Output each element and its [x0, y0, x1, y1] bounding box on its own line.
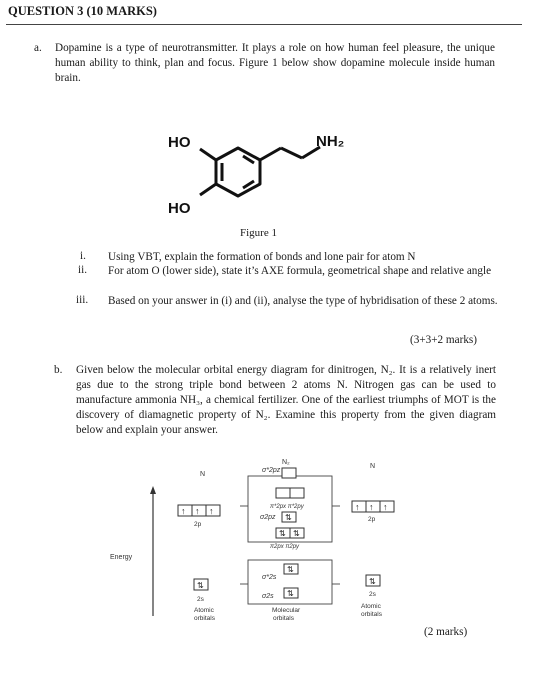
left-2p-label: 2p	[194, 521, 202, 528]
left-2px-electron: ↑	[181, 506, 186, 516]
sigma-2s-electrons: ⇅	[287, 589, 294, 598]
right-2pz-electron: ↑	[383, 502, 388, 512]
sigma-2s-label: σ2s	[262, 593, 274, 600]
left-2py-electron: ↑	[195, 506, 200, 516]
right-2py-electron: ↑	[369, 502, 374, 512]
nh2-label: NH₂	[316, 133, 345, 150]
right-caption-line2: orbitals	[361, 611, 382, 618]
sigma-star-2pz-label: σ*2pz	[262, 467, 281, 474]
item-i-text: Using VBT, explain the formation of bonds and lone pair for atom N	[108, 251, 416, 263]
energy-axis-label: Energy	[110, 554, 133, 561]
item-ii-text: For atom O (lower side), state it’s AXE formula, geometrical shape and relative angle	[108, 265, 492, 277]
pi-2px-electrons: ⇅	[279, 529, 286, 538]
part-b-text: Given below the molecular orbital energy diagram for dinitrogen, N₂. It is a relatively inert gas due to the strong triple bond between 2 atoms N. Nitrogen gas can be used to manufacture ammonia NH₃, a chemical fertilizer. One of the earliest triumphs of MOT is the discovery of diamagnetic property of N₂. Examine this property from the given diagram below and explain your answer.	[76, 364, 496, 436]
item-iii-text: Based on your answer in (i) and (ii), analyse the type of hybridisation of these 2 atoms.	[108, 295, 498, 307]
part-b-label: b.	[54, 364, 63, 376]
dopamine-structure	[150, 120, 390, 230]
part-a-marks: (3+3+2 marks)	[410, 334, 477, 346]
center-caption-line2: orbitals	[273, 615, 294, 622]
item-i-number: i.	[80, 250, 86, 262]
left-2pz-electron: ↑	[209, 506, 214, 516]
sigma-star-2pz-orbital	[282, 468, 296, 478]
right-caption-line1: Atomic	[361, 603, 381, 610]
left-caption-line2: orbitals	[194, 615, 215, 622]
part-a-text: Dopamine is a type of neurotransmitter. It plays a role on how human feel pleasure, the unique human ability to think, plan and focus. Figure 1 below show dopamine molecule inside human brain.	[55, 42, 495, 84]
sigma-2pz-label: σ2pz	[260, 514, 276, 521]
part-b-marks: (2 marks)	[424, 626, 468, 638]
ho-bottom-label: HO	[168, 200, 191, 217]
figure-caption: Figure 1	[240, 227, 277, 239]
left-2s-label: 2s	[197, 596, 204, 603]
sigma-star-2s-label: σ*2s	[262, 574, 277, 581]
item-ii-number: ii.	[78, 264, 88, 276]
left-atom-label: N	[200, 471, 206, 478]
center-caption-line1: Molecular	[272, 607, 301, 614]
question-title: QUESTION 3 (10 MARKS)	[8, 4, 157, 18]
sigma-star-2s-electrons: ⇅	[287, 565, 294, 574]
pi-2p-label: π2px π2py	[270, 544, 300, 550]
mo-energy-diagram	[110, 448, 440, 633]
right-atom-label: N	[370, 463, 376, 470]
left-2s-electrons: ⇅	[197, 581, 204, 590]
right-2s-electrons: ⇅	[369, 577, 376, 586]
left-caption-line1: Atomic	[194, 607, 214, 614]
part-a-label: a.	[34, 42, 42, 54]
item-iii-number: iii.	[76, 294, 89, 306]
pi-2py-electrons: ⇅	[293, 529, 300, 538]
right-2px-electron: ↑	[355, 502, 360, 512]
title-divider	[6, 24, 522, 25]
right-2p-label: 2p	[368, 516, 376, 523]
pi-star-2p-label: π*2px π*2py	[270, 504, 304, 510]
sigma-2pz-electrons: ⇅	[285, 513, 292, 522]
molecule-label: N₂	[282, 459, 290, 466]
right-2s-label: 2s	[369, 591, 376, 598]
ho-top-label: HO	[168, 134, 191, 151]
